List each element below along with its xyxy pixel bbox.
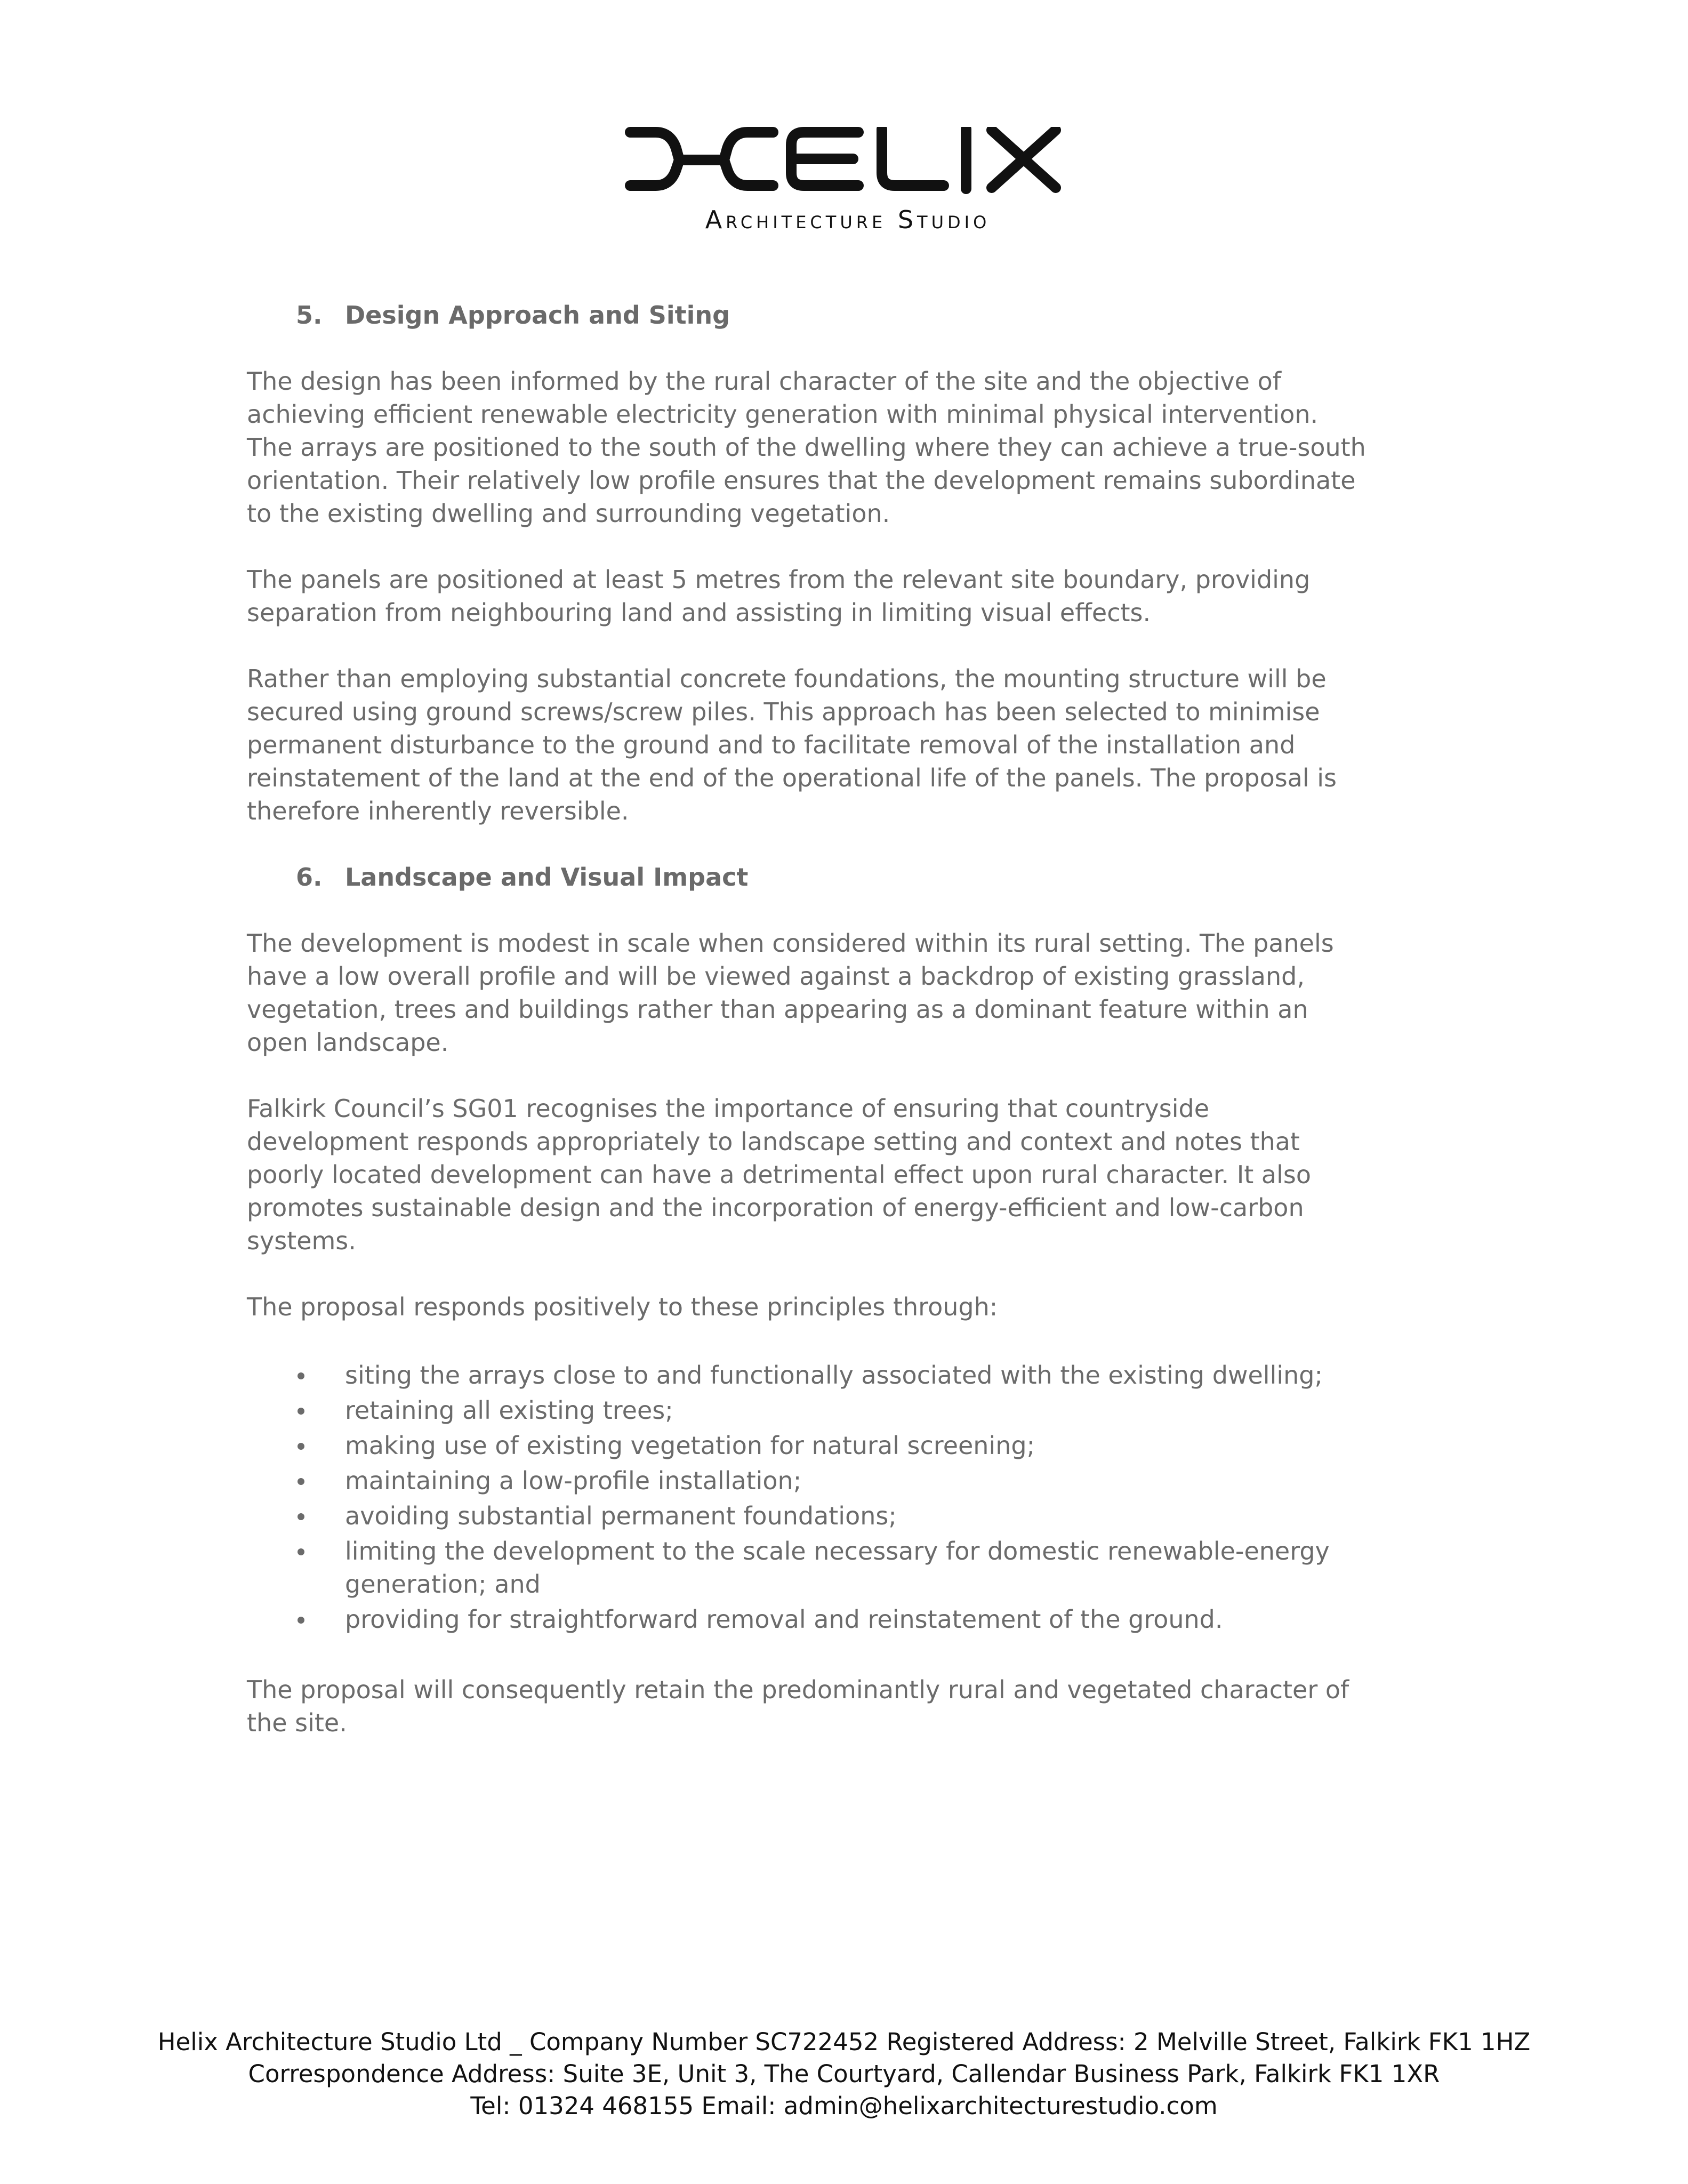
document-body (247, 299, 1441, 1739)
list-item: limiting the development to the scale necessary for domestic renewable-energy generation; and (247, 1535, 1441, 1601)
paragraph: Falkirk Council’s SG01 recognises the importance of ensuring that countryside development responds appropriately to landscape setting and context and notes that poorly located development can have a detrimental effect upon rural character. It also promotes sustainable design and the incorporation of energy-efficient and low-carbon systems. (247, 1094, 1312, 1255)
list-item: siting the arrays close to and functionally associated with the existing dwelling; (247, 1359, 1441, 1392)
bullet-icon (298, 1617, 304, 1624)
bullet-icon (298, 1478, 304, 1485)
section-title: Landscape and Visual Impact (345, 863, 749, 892)
section-heading (247, 299, 1441, 332)
bullet-icon (298, 1513, 304, 1520)
bullet-icon (298, 1548, 304, 1555)
list-item: providing for straightforward removal and reinstatement of the ground. (247, 1603, 1441, 1636)
list-item: maintaining a low-profile installation; (247, 1464, 1441, 1497)
logo-subtitle: Architecture Studio (705, 205, 991, 234)
paragraph: The development is modest in scale when considered within its rural setting. The panels have a low overall profile and will be viewed against a backdrop of existing grassland, vegetation, trees and buildings rather than appearing as a dominant feature within an open landscape. (247, 929, 1334, 1057)
section-title: Design Approach and Siting (345, 301, 730, 330)
list-item: making use of existing vegetation for natural screening; (247, 1429, 1441, 1462)
paragraph: The panels are positioned at least 5 metres from the relevant site boundary, providing separation from neighbouring land and assisting in limiting visual effects. (247, 565, 1311, 627)
paragraph: The proposal responds positively to these principles through: (247, 1292, 998, 1321)
page-footer (0, 2026, 1688, 2122)
section-number: 6. (296, 863, 323, 892)
footer-company-line: Helix Architecture Studio Ltd _ Company Number SC722452 Registered Address: 2 Melville Street, Falkirk FK1 1HZ (157, 2028, 1531, 2056)
bullet-icon (298, 1443, 304, 1450)
list-item: retaining all existing trees; (247, 1394, 1441, 1427)
closing-paragraph: The proposal will consequently retain the predominantly rural and vegetated character of the site. (247, 1675, 1349, 1737)
bullet-icon (298, 1408, 304, 1415)
bullet-icon (298, 1372, 304, 1379)
bullet-list (247, 1359, 1441, 1636)
paragraph: The design has been informed by the rural character of the site and the objective of achieving efficient renewable electricity generation with minimal physical intervention. The arrays are positioned to the south of the dwelling where they can achieve a true-south orientation. Their relatively low profile ensures that the development remains subordinate to the existing dwelling and surrounding vegetation. (247, 367, 1366, 528)
section-heading (247, 861, 1441, 894)
paragraph: Rather than employing substantial concrete foundations, the mounting structure will be secured using ground screws/screw piles. This approach has been selected to minimise permanent disturbance to the ground and to facilitate removal of the installation and reinstatement of the land at the end of the operational life of the panels. The proposal is therefore inherently reversible. (247, 664, 1337, 825)
section-number: 5. (296, 301, 323, 330)
company-logo (624, 127, 1072, 239)
footer-contact-line: Tel: 01324 468155 Email: admin@helixarchitecturestudio.com (470, 2092, 1218, 2120)
list-item: avoiding substantial permanent foundations; (247, 1499, 1441, 1532)
footer-address-line: Correspondence Address: Suite 3E, Unit 3, The Courtyard, Callendar Business Park, Falkirk FK1 1XR (248, 2060, 1440, 2088)
